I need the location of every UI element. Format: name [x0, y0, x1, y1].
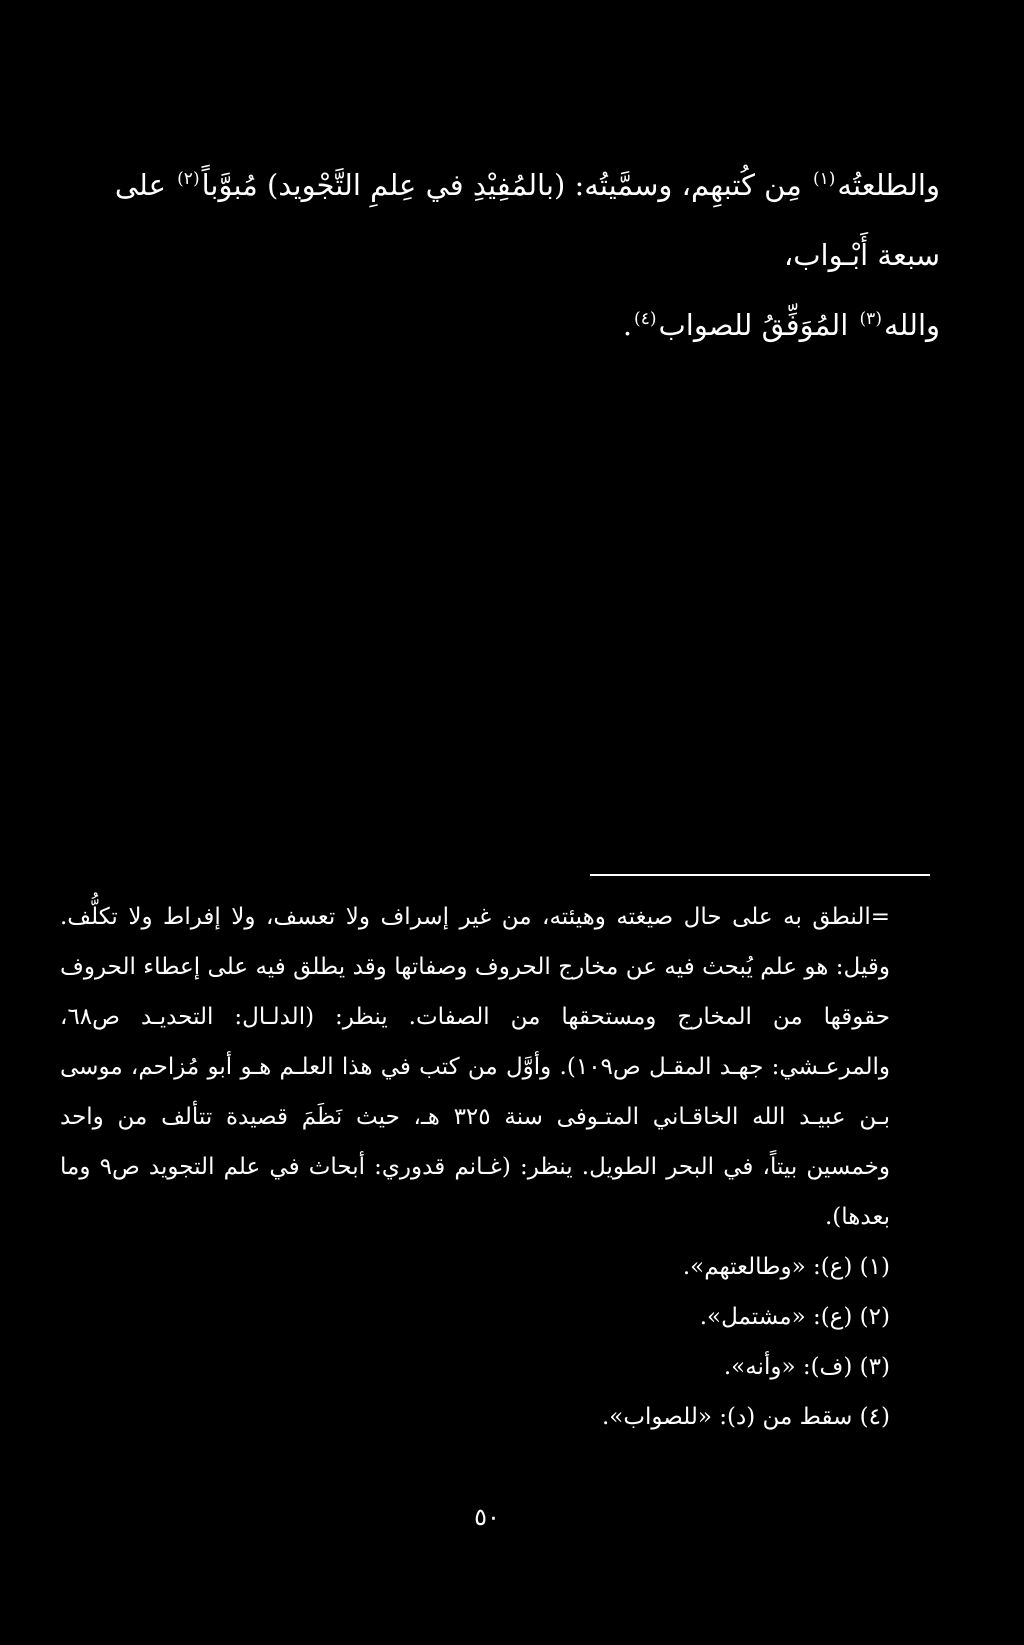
continued-footnote: =النطق به على حال صيغته وهيئته، من غير إسراف ولا تعسف، ولا إفراط ولا تكلُّف. وقيل: هو علم يُبحث فيه عن مخارج الحروف وصفاتها وقد يطلق فيه على إعطاء الحروف حقوقها من المخارج ومستحقها من الصفات. ينظر: (الدلـال: التحديـد ص٦٨، والمرعـشي: جهـد المقـل ص١٠٩). وأوَّل من كتب في هذا العلـم هـو أبو مُزاحم، موسى بـن عبيـد الله الخاقـاني المتـوفى سنة ٣٢٥ هـ، حيث نَظَمَ قصيدة تتألف من واحد وخمسين بيتاً، في البحر الطويل. ينظر: (غـانم قدوري: أبحاث في علم التجويد ص٩ وما بعدها).	[60, 904, 891, 1230]
footnote-separator	[590, 874, 930, 876]
main-text-segment: على سبعة أَبْـواب،	[114, 168, 940, 272]
main-text-segment: والطلعتُه	[837, 168, 940, 202]
main-text-segment: والله	[883, 308, 940, 342]
footnote-3: (٣) (ف): «وأنه».	[723, 1354, 890, 1380]
footnote-4: (٤) سقط من (د): «للصواب».	[601, 1404, 890, 1430]
page-number: ٥٠	[474, 1503, 500, 1531]
main-text-line-1	[72, 150, 940, 290]
footnote-2: (٢) (ع): «مشتمل».	[699, 1304, 890, 1330]
footnotes-section	[60, 892, 890, 1442]
main-text	[72, 150, 940, 360]
footnote-marker-4: (٤)	[634, 309, 657, 330]
main-text-segment: .	[622, 308, 633, 342]
footnote-1: (١) (ع): «وطالعتهم».	[682, 1254, 890, 1280]
main-text-segment: المُوَفِّقُ للصواب	[658, 308, 858, 342]
footnote-marker-2: (٢)	[177, 169, 200, 190]
footnote-marker-3: (٣)	[859, 309, 882, 330]
footnote-marker-1: (١)	[813, 169, 836, 190]
main-text-segment: مِن كُتبهِم، وسمَّيتُه: (بالمُفِيْدِ في عِلمِ التَّجْويد) مُبوَّباً	[201, 168, 811, 202]
main-text-line-2	[72, 290, 940, 360]
